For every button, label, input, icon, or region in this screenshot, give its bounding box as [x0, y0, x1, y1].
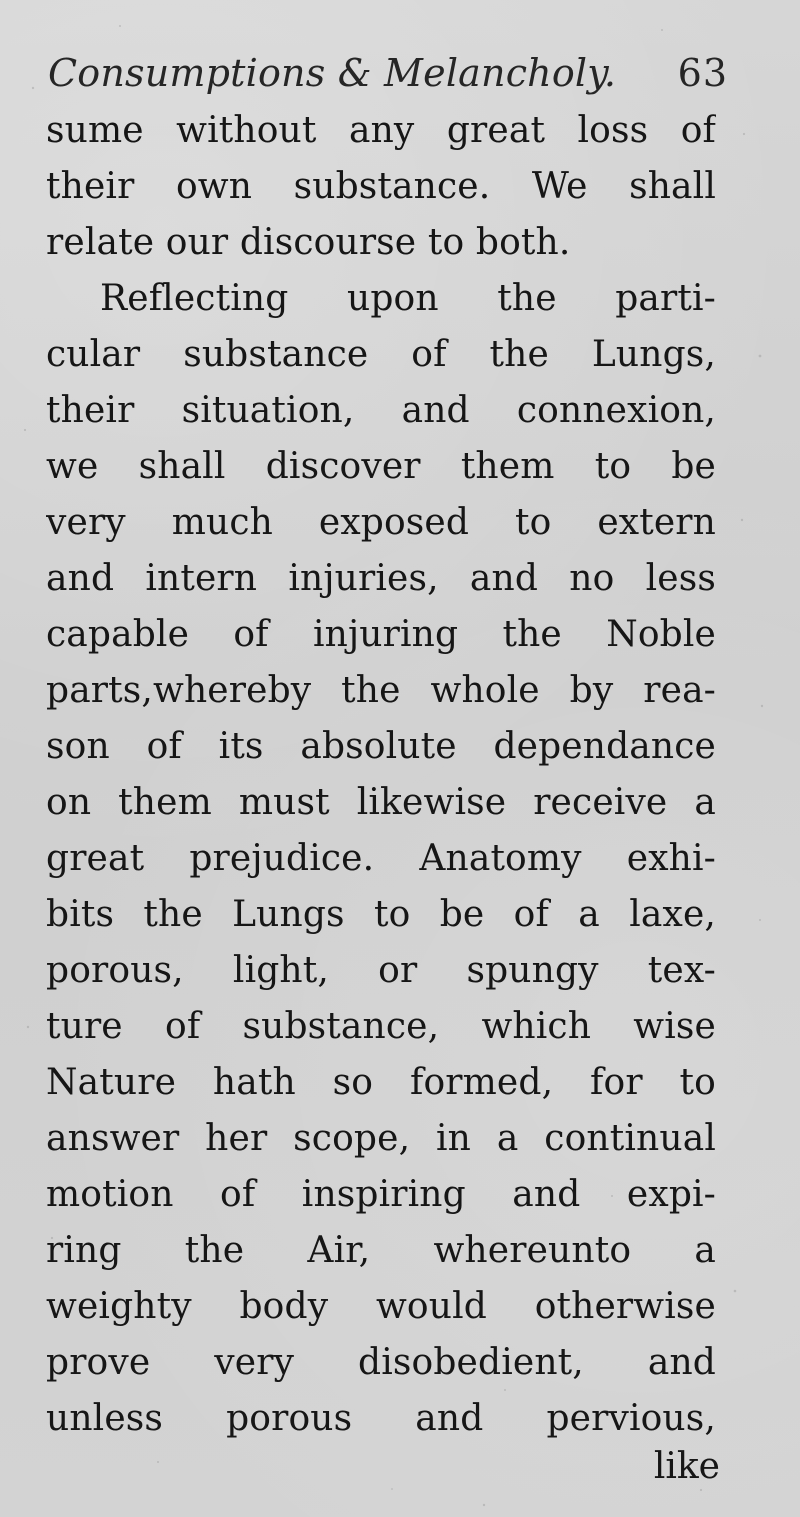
text-line: Nature hath so formed, for to	[46, 1062, 716, 1103]
text-line: very much exposed to extern	[46, 502, 716, 543]
text-line: parts,whereby the whole by rea-	[46, 670, 716, 711]
text-line: and intern injuries, and no less	[46, 558, 716, 599]
text-line: son of its absolute dependance	[46, 726, 716, 767]
running-head: Consumptions & Melancholy.	[48, 51, 617, 95]
text-line: on them must likewise receive a	[46, 782, 716, 823]
page-number: 63	[677, 51, 728, 95]
text-line: unless porous and pervious,	[46, 1398, 716, 1439]
text-line: weighty body would otherwise	[46, 1286, 716, 1327]
text-line: porous, light, or spungy tex-	[46, 950, 716, 991]
text-line: great prejudice. Anatomy exhi-	[46, 838, 716, 879]
text-line: we shall discover them to be	[46, 446, 716, 487]
text-line: sume without any great loss of	[46, 110, 716, 151]
text-line: their situation, and connexion,	[46, 390, 716, 431]
text-line: ture of substance, which wise	[46, 1006, 716, 1047]
catchword: like	[653, 1446, 720, 1487]
text-line: bits the Lungs to be of a laxe,	[46, 894, 716, 935]
text-line: relate our discourse to both.	[46, 222, 571, 263]
body-text	[46, 103, 716, 1447]
page-header	[48, 43, 728, 103]
text-line: Reflecting upon the parti-	[100, 278, 716, 319]
text-line: prove very disobedient, and	[46, 1342, 716, 1383]
text-line: motion of inspiring and expi-	[46, 1174, 716, 1215]
text-line: their own substance. We shall	[46, 166, 716, 207]
text-line: capable of injuring the Noble	[46, 614, 716, 655]
text-line: answer her scope, in a continual	[46, 1118, 716, 1159]
text-line: ring the Air, whereunto a	[46, 1230, 716, 1271]
text-line: cular substance of the Lungs,	[46, 334, 716, 375]
